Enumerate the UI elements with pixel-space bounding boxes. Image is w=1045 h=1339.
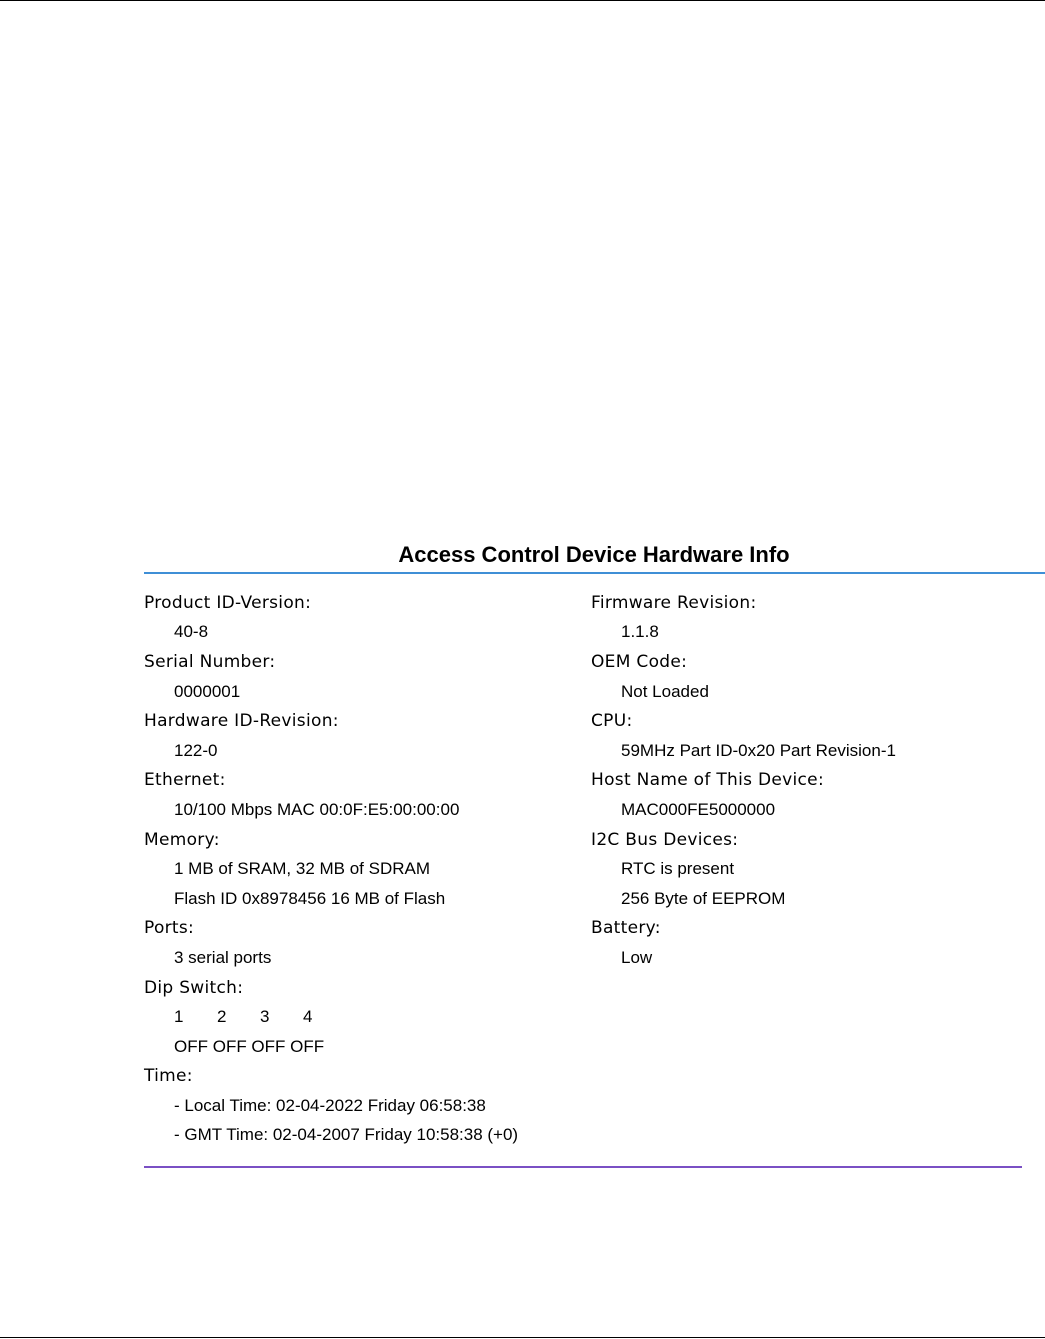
local-time-value: - Local Time: 02-04-2022 Friday 06:58:38	[174, 1095, 486, 1115]
product-id-label: Product ID-Version:	[144, 592, 312, 613]
cpu-label: CPU:	[591, 711, 633, 732]
dip-switch-number-4: 4	[303, 1007, 313, 1027]
dip-switch-numbers	[144, 1002, 584, 1032]
firmware-revision-value: 1.1.8	[621, 622, 659, 642]
memory-value-flash: Flash ID 0x8978456 16 MB of Flash	[174, 888, 446, 908]
host-name-label: Host Name of This Device:	[591, 770, 824, 791]
battery-label: Battery:	[591, 918, 661, 939]
dip-switch-states: OFF OFF OFF OFF	[174, 1036, 325, 1056]
dip-switch-number-3: 3	[260, 1007, 270, 1027]
hardware-id-value: 122-0	[174, 740, 218, 760]
dip-switch-number-1: 1	[174, 1007, 184, 1027]
page-bottom-rule	[0, 1337, 1045, 1338]
battery-value: Low	[621, 947, 653, 967]
ports-label: Ports:	[144, 918, 195, 939]
bottom-divider	[144, 1166, 1022, 1168]
firmware-revision-label: Firmware Revision:	[591, 592, 757, 613]
dip-switch-label: Dip Switch:	[144, 977, 244, 998]
dip-switch-number-2: 2	[217, 1007, 227, 1027]
product-id-value: 40-8	[174, 622, 209, 642]
oem-code-value: Not Loaded	[621, 681, 709, 701]
time-label: Time:	[144, 1066, 193, 1087]
i2c-bus-label: I2C Bus Devices:	[591, 829, 739, 850]
left-info-column	[144, 588, 584, 1150]
serial-number-value: 0000001	[174, 681, 241, 701]
memory-label: Memory:	[144, 829, 220, 850]
ports-value: 3 serial ports	[174, 947, 272, 967]
i2c-rtc-value: RTC is present	[621, 859, 735, 879]
hardware-id-label: Hardware ID-Revision:	[144, 711, 339, 732]
page-top-rule	[0, 0, 1045, 1]
memory-value-ram: 1 MB of SRAM, 32 MB of SDRAM	[174, 859, 431, 879]
cpu-value: 59MHz Part ID-0x20 Part Revision-1	[621, 740, 896, 760]
oem-code-label: OEM Code:	[591, 651, 688, 672]
title-divider	[144, 572, 1045, 574]
ethernet-value: 10/100 Mbps MAC 00:0F:E5:00:00:00	[174, 799, 460, 819]
host-name-value: MAC000FE5000000	[621, 799, 776, 819]
i2c-eeprom-value: 256 Byte of EEPROM	[621, 888, 786, 908]
gmt-time-value: - GMT Time: 02-04-2007 Friday 10:58:38 (+0)	[174, 1125, 519, 1145]
right-info-column	[591, 588, 1031, 973]
ethernet-label: Ethernet:	[144, 770, 226, 791]
serial-number-label: Serial Number:	[144, 651, 276, 672]
panel-title: Access Control Device Hardware Info	[398, 542, 790, 567]
